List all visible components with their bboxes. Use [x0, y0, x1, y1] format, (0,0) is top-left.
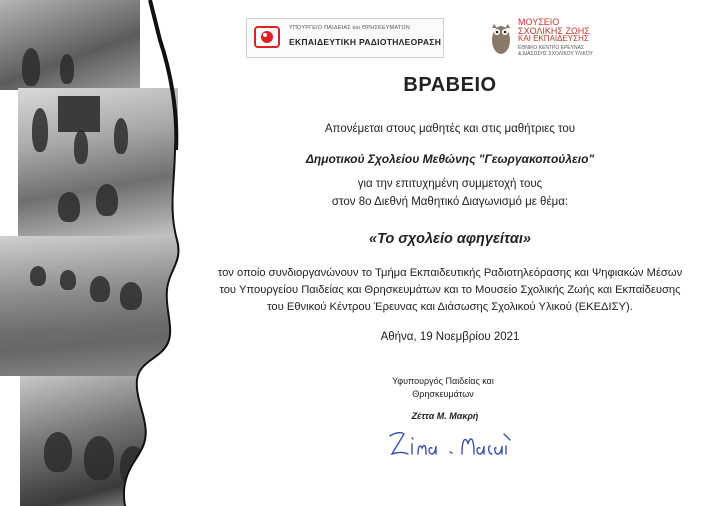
participation-text: για την επιτυχημένη συμμετοχή τους — [357, 178, 543, 190]
signer-role-line2: Θρησκευμάτων — [412, 389, 474, 399]
handwritten-signature — [386, 424, 516, 464]
organizers-line-2: του Υπουργείου Παιδείας και Θρησκευμάτων και το Μουσείο Σχολικής Ζωής και Εκπαίδευσης — [219, 284, 681, 296]
ministry-small-label: ΥΠΟΥΡΓΕΙΟ ΠΑΙΔΕΙΑΣ και ΘΡΗΣΚΕΥΜΑΤΩΝ — [289, 25, 410, 31]
school-name: Δημοτικού Σχολείου Μεθώνης "Γεωργακοπούλειο" — [305, 152, 595, 166]
edu-tv-logo — [246, 18, 444, 58]
organizers-line-3: του Εθνικού Κέντρου Έρευνας και Διάσωσης Σχολικού Υλικού (ΕΚΕΔΙΣΥ). — [267, 301, 633, 313]
head-silhouette-outline — [0, 0, 210, 506]
museum-logo — [488, 18, 628, 58]
competition-theme: «Το σχολείο αφηγείται» — [369, 231, 531, 247]
museum-sub-line2: & ΔΙΑΣΩΣΗΣ ΣΧΟΛΙΚΟΥ ΥΛΙΚΟΥ — [518, 51, 593, 57]
organizers-line-1: τον οποίο συνδιοργανώνουν το Τμήμα Εκπαιδευτικής Ραδιοτηλεόρασης και Ψηφιακών Μέσων — [217, 267, 683, 279]
tv-logo-icon — [253, 24, 281, 52]
signer-role-line1: Υφυπουργός Παιδείας και — [392, 376, 494, 386]
competition-text: στον 8ο Διεθνή Μαθητικό Διαγωνισμό με θέμα: — [331, 196, 569, 208]
certificate-title: ΒΡΑΒΕΙΟ — [403, 74, 497, 96]
awarded-to-text: Απονέμεται στους μαθητές και στις μαθήτριες του — [324, 123, 576, 135]
museum-name-line3: ΚΑΙ ΕΚΠΑΙΔΕΥΣΗΣ — [518, 34, 589, 43]
museum-name-line1: ΜΟΥΣΕΙΟ — [518, 17, 560, 27]
museum-name-line2: ΣΧΟΛΙΚΗΣ ΖΩΗΣ — [518, 26, 590, 36]
signer-name: Ζέττα Μ. Μακρή — [411, 411, 479, 421]
owl-icon — [488, 18, 514, 56]
certificate-date: Αθήνα, 19 Νοεμβρίου 2021 — [380, 331, 520, 343]
school-photo-collage — [0, 0, 210, 506]
edu-tv-name: ΕΚΠΑΙΔΕΥΤΙΚΗ ΡΑΔΙΟΤΗΛΕΟΡΑΣΗ — [289, 37, 442, 47]
museum-sub-line1: ΕΘΝΙΚΟ ΚΕΝΤΡΟ ΕΡΕΥΝΑΣ — [518, 45, 585, 51]
